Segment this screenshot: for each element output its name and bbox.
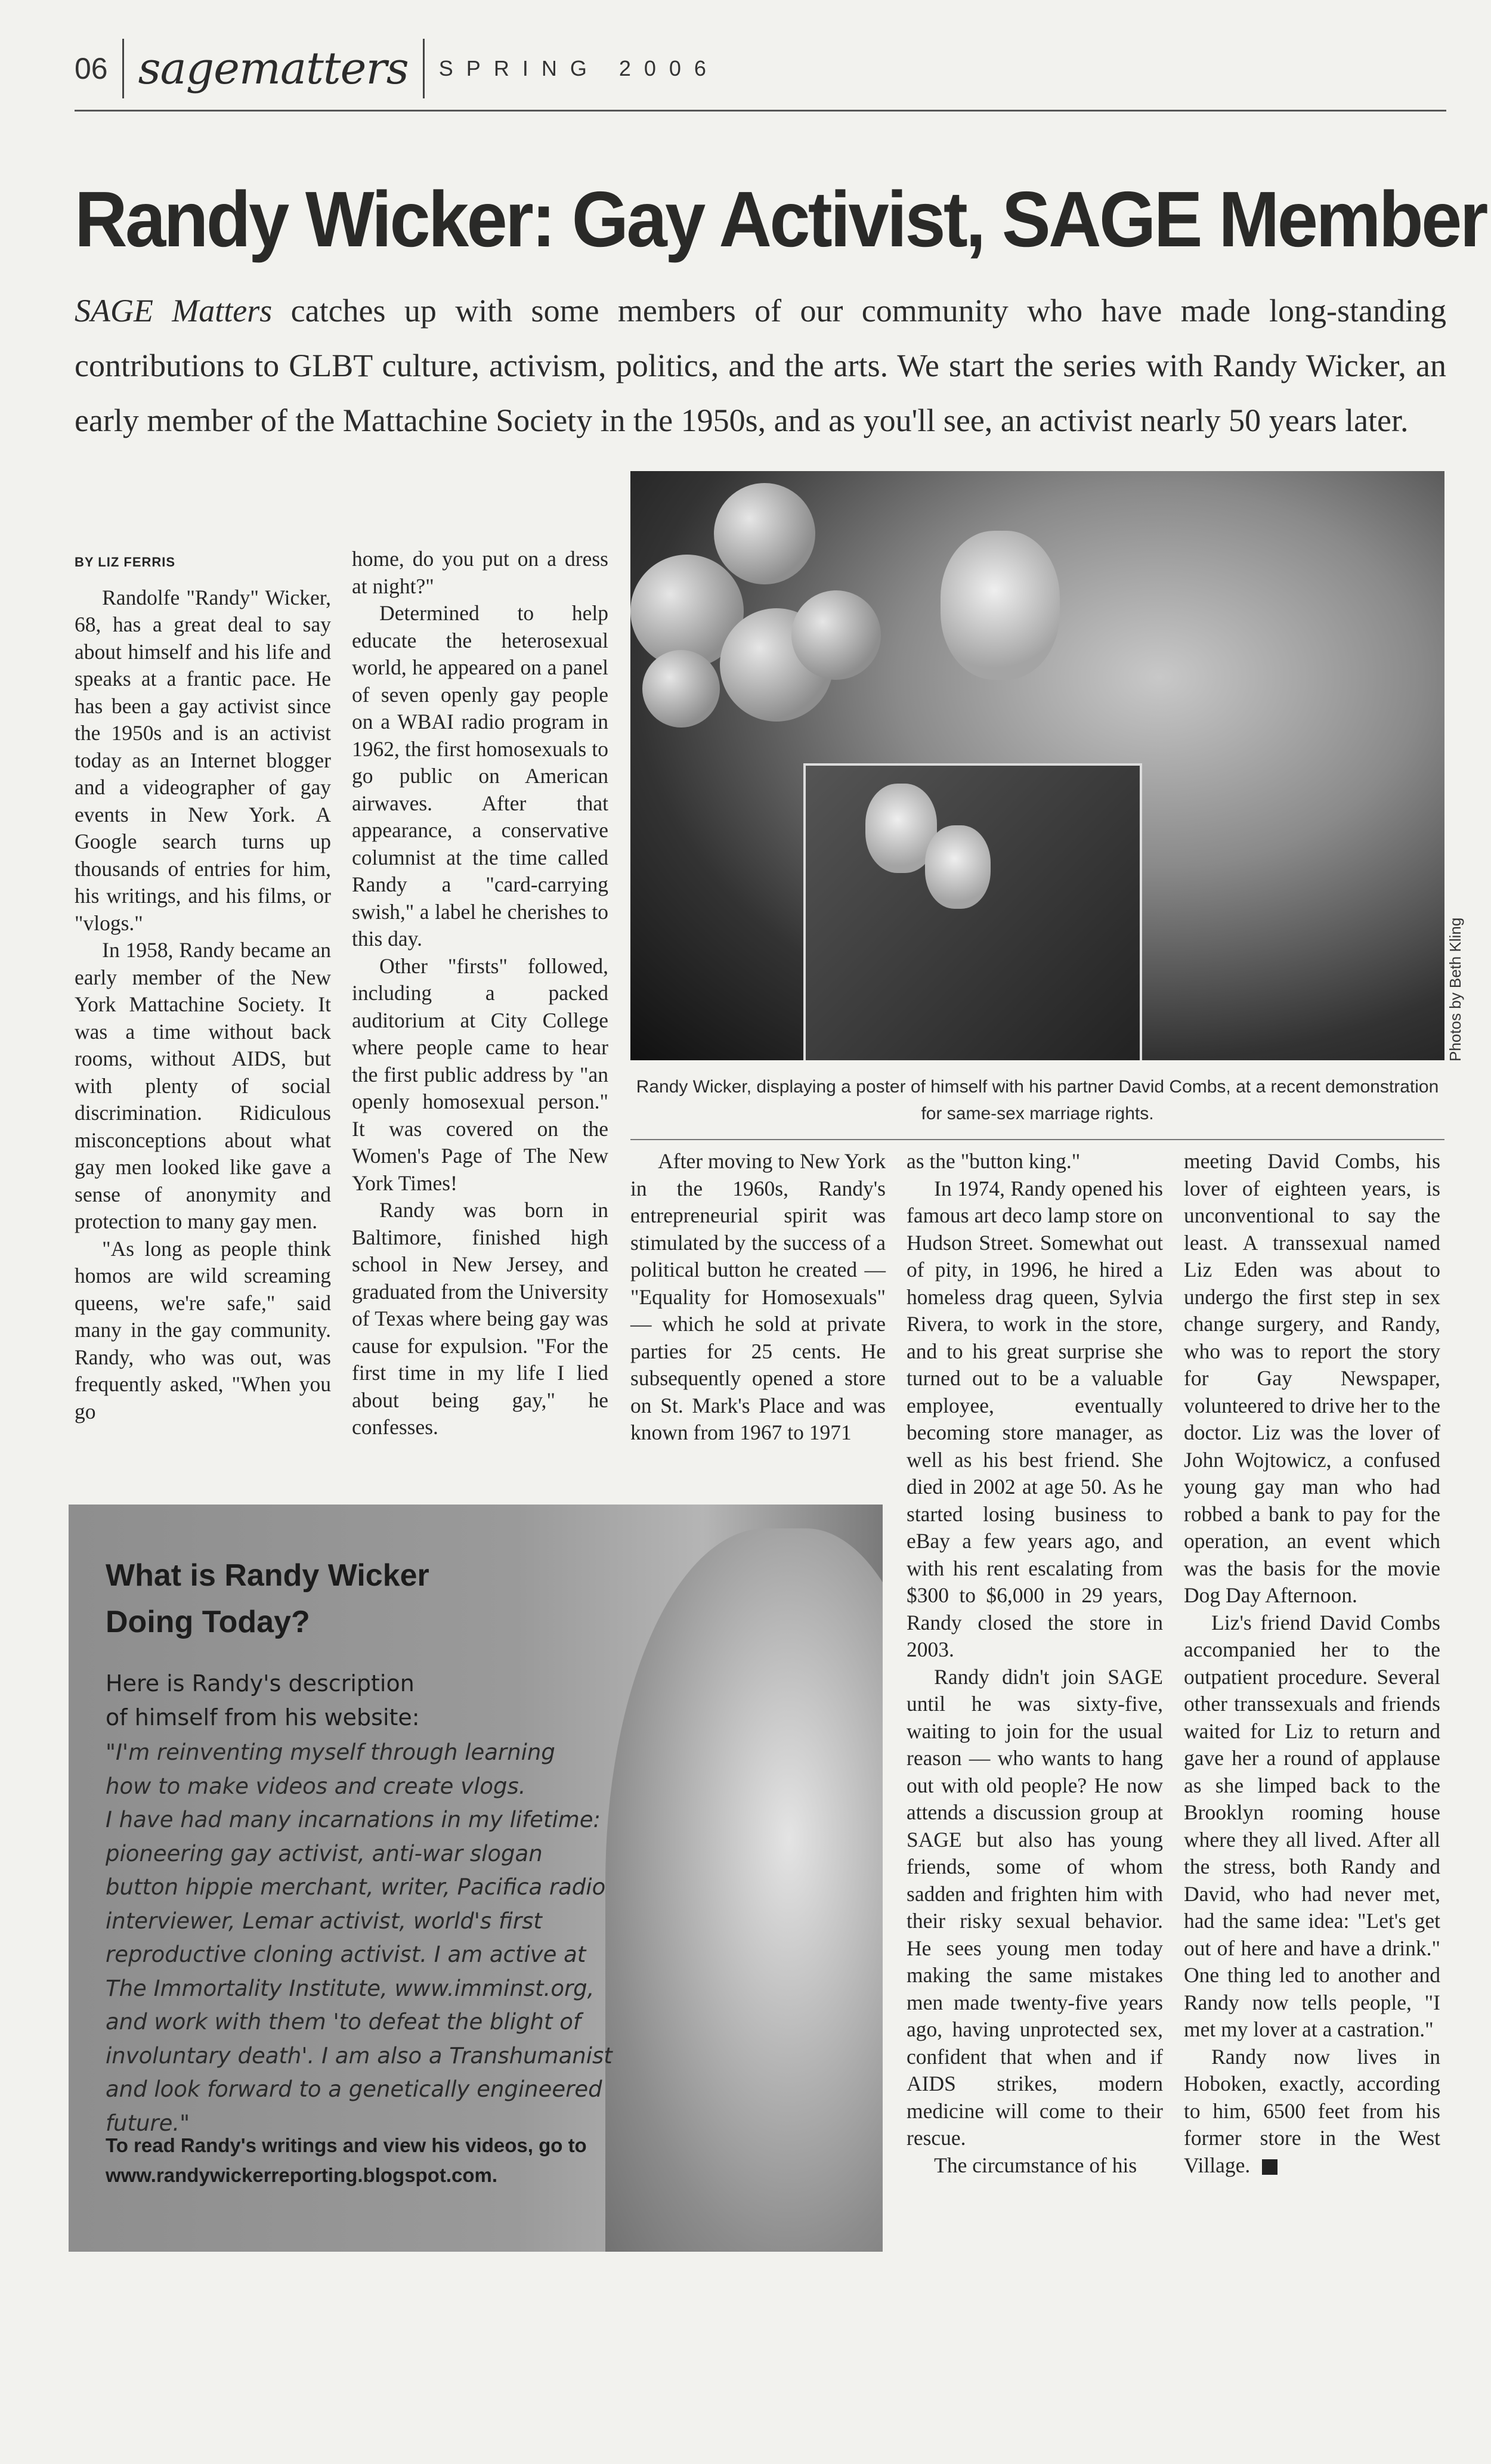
sidebar-link-text: To read Randy's writings and view his videos, go to www.randywickerreporting.blogspot.com. — [106, 2134, 587, 2186]
header-rule — [75, 110, 1446, 112]
paragraph: "As long as people think homos are wild screaming queens, we're safe," said many in the gay community. Randy, who was out, was frequently asked, "When you go — [75, 1236, 331, 1423]
paragraph: In 1958, Randy became an early member of the New York Mattachine Society. It was a time without back rooms, without AIDS, but with plenty of social discrimination. Ridiculous misconceptions about what gay men looked like gave a sense of anonymity and protection to many gay men. — [75, 938, 331, 1233]
poster — [803, 763, 1142, 1060]
deck-text: catches up with some members of our community who have made long-standing contributions to GLBT culture, activism, politics, and the arts. We start the series with Randy Wicker, an early member of the Mattachine Society in the 1950s, and as you'll see, an activist nearly 50 years later. — [75, 293, 1446, 438]
balloon — [642, 650, 720, 728]
photo-credit: Photos by Beth Kling — [1446, 917, 1464, 1061]
end-mark-icon — [1262, 2159, 1277, 2175]
paragraph: The circumstance of his — [934, 2153, 1137, 2177]
issue-label: SPRING 2006 — [438, 56, 719, 81]
caption-rule — [630, 1139, 1444, 1140]
paragraph — [1184, 2044, 1440, 2180]
article-column-5 — [1184, 1148, 1440, 2179]
page-header — [75, 36, 719, 101]
byline: BY LIZ FERRIS — [75, 555, 176, 569]
paragraph-text: Randy now lives in Hoboken, exactly, according to him, 6500 feet from his former store in the West Village. — [1184, 2044, 1440, 2177]
person-face — [925, 825, 991, 909]
article-column-4 — [907, 1148, 1163, 2179]
sidebar-box — [69, 1505, 883, 2252]
sidebar-quote: "I'm reinventing myself through learning how to make videos and create vlogs. I have had many incarnations in my lifetime: pioneering gay activist, anti-war slogan button hippie merchant, writer, Pacifica radio interviewer, Lemar activist, world's first reproductive cloning activist. I am active at The Immortality Institute, www.imminst.org, and work with them 'to defeat the blight of involuntary death'. I am also a Transhumanist and look forward to a genetically engineered future." — [106, 1739, 613, 2136]
balloon — [714, 483, 815, 584]
article-deck — [75, 283, 1446, 448]
paragraph: After moving to New York in the 1960s, Randy's entrepreneurial spirit was stimulated by the success of a political button he created — "Equality for Homosexuals" — which he sold at private parties for 25 cents. He subsequently opened a store on St. Mark's Place and was known from 1967 to 1971 — [630, 1149, 886, 1444]
magazine-title: sagematters — [138, 43, 409, 94]
deck-lead: SAGE Matters — [75, 293, 273, 329]
paragraph: home, do you put on a dress at night?" — [352, 547, 608, 598]
paragraph: as the "button king." — [907, 1149, 1081, 1173]
paragraph: Randolfe "Randy" Wicker, 68, has a great deal to say about himself and his life and speaks at a frantic pace. He has been a gay activist since the 1950s and is an activist today as an Internet blogger and a videographer of gay events in New York. A Google search turns up thousands of entries for him, his writings, and his films, or "vlogs." — [75, 585, 331, 935]
paragraph: meeting David Combs, his lover of eighteen years, is unconventional to say the least. A transsexual named Liz Eden was about to undergo the first step in sex change surgery, and Randy, who was to report the story for Gay Newspaper, volunteered to drive her to the doctor. Liz was the lover of John Wojtowicz, a confused young gay man who had robbed a bank to pay for the operation, an event which was the basis for the movie Dog Day Afternoon. — [1184, 1149, 1440, 1607]
article-photo — [630, 471, 1444, 1060]
page-number: 06 — [75, 52, 108, 85]
photo-caption: Randy Wicker, displaying a poster of himself with his partner David Combs, at a recent demonstration for same-sex marriage rights. — [636, 1077, 1439, 1123]
person-face — [941, 531, 1060, 680]
header-divider — [122, 39, 124, 98]
article-column-1 — [75, 549, 331, 1425]
paragraph: Determined to help educate the heterosexual world, he appeared on a panel of seven openly gay people on a WBAI radio program in 1962, the first homosexuals to go public on American airwaves. After that appearance, a conservative columnist at the time called Randy a "card-carrying swish," a label he cherishes to this day. — [352, 601, 608, 951]
header-divider — [423, 39, 425, 98]
article-column-3 — [630, 1148, 886, 1447]
paragraph: Liz's friend David Combs accompanied her to the outpatient procedure. Several other transsexuals and friends waited for Liz to return and gave her a round of applause as she limped back to the Brooklyn rooming house where they all lived. After all the stress, both Randy and David, who had never met, had the same idea: "Let's get out of here and have a drink." One thing led to another and Randy now tells people, "I met my lover at a castration." — [1184, 1610, 1440, 2041]
paragraph: In 1974, Randy opened his famous art deco lamp store on Hudson Street. Somewhat out of pity, in 1996, he hired a homeless drag queen, Sylvia Rivera, to work in the store, and to his great surprise she turned out to be a valuable employee, eventually becoming store manager, as well as his best friend. She died in 2002 at age 50. As he started losing business to eBay a few years ago, and with his rent escalating from $300 to $6,000 in 29 years, Randy closed the store in 2003. — [907, 1176, 1163, 1661]
paragraph: Randy was born in Baltimore, finished high school in New Jersey, and graduated from the University of Texas where being gay was cause for expulsion. "For the first time in my life I lied about being gay," he confesses. — [352, 1198, 608, 1439]
balloon — [791, 590, 881, 680]
sidebar-title: What is Randy Wicker Doing Today? — [106, 1558, 429, 1639]
paragraph: Other "firsts" followed, including a packed auditorium at City College where people came to hear the first public address by "an openly homosexual person." It was covered on the Women's Page of The New York Times! — [352, 954, 608, 1195]
article-headline: Randy Wicker: Gay Activist, SAGE Member — [75, 175, 1486, 263]
sidebar-intro: Here is Randy's description of himself from his website: — [106, 1670, 420, 1731]
paragraph: Randy didn't join SAGE until he was sixty-five, waiting to join for the usual reason — who wants to hang out with old people? He now attends a discussion group at SAGE but also has young friends, some of whom sadden and frighten him with their risky sexual behavior. He sees young men today making the same mistakes men made twenty-five years ago, having unprotected sex, confident that when and if AIDS strikes, modern medicine will come to their rescue. — [907, 1664, 1163, 2150]
article-column-2 — [352, 546, 608, 1441]
